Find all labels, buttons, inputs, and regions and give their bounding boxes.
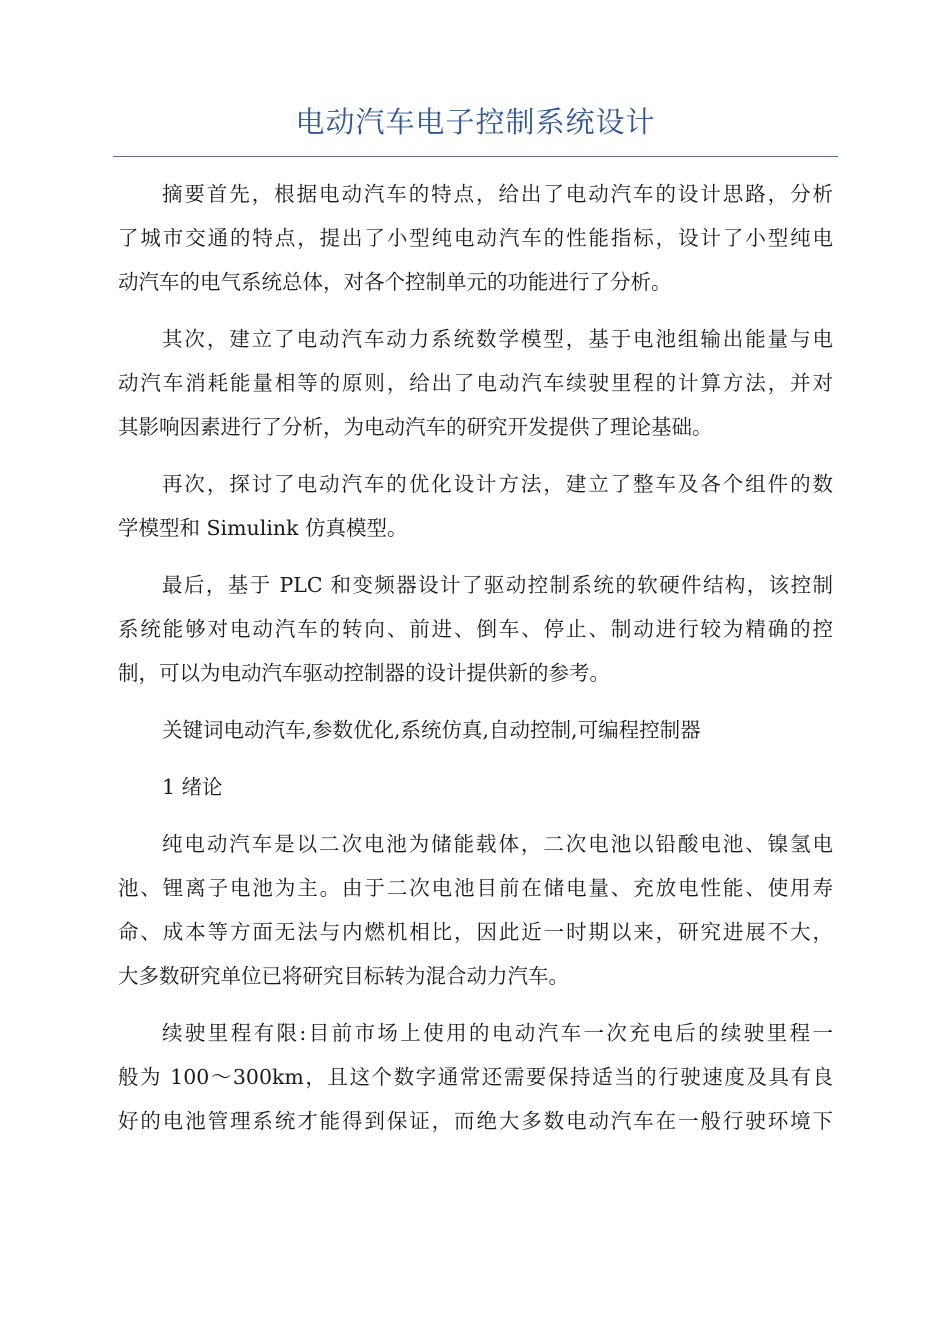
text-line: 摘要首先，根据电动汽车的特点，给出了电动汽车的设计思路，分析 bbox=[162, 182, 833, 206]
text-line: 其影响因素进行了分析，为电动汽车的研究开发提供了理论基础。 bbox=[118, 415, 713, 439]
text-line: 续驶里程有限:目前市场上使用的电动汽车一次充电后的续驶里程一 bbox=[162, 1021, 833, 1045]
document-title: 电动汽车电子控制系统设计 bbox=[295, 105, 656, 139]
text-line: 学模型和 Simulink 仿真模型。 bbox=[118, 516, 408, 540]
text-line: 最后，基于 PLC 和变频器设计了驱动控制系统的软硬件结构，该控制 bbox=[162, 573, 833, 597]
text-line: 系统能够对电动汽车的转向、前进、倒车、停止、制动进行较为精确的控 bbox=[118, 617, 833, 641]
text-line: 动汽车消耗能量相等的原则，给出了电动汽车续驶里程的计算方法，并对 bbox=[118, 371, 833, 395]
text-line: 纯电动汽车是以二次电池为储能载体，二次电池以铅酸电池、镍氢电 bbox=[162, 832, 833, 856]
section-heading bbox=[118, 765, 833, 809]
text-line: 好的电池管理系统才能得到保证，而绝大多数电动汽车在一般行驶环境下 bbox=[118, 1109, 833, 1133]
title-divider bbox=[113, 156, 838, 157]
paragraph-abstract-second bbox=[118, 317, 833, 449]
document-body bbox=[118, 172, 833, 1156]
text-line: 池、锂离子电池为主。由于二次电池目前在储电量、充放电性能、使用寿 bbox=[118, 876, 833, 900]
text-line: 制，可以为电动汽车驱动控制器的设计提供新的参考。 bbox=[118, 661, 610, 685]
paragraph-abstract-intro bbox=[118, 172, 833, 304]
paragraph-intro-battery bbox=[118, 822, 833, 998]
paragraph-keywords bbox=[118, 708, 833, 752]
keywords-line: 关键词电动汽车,参数优化,系统仿真,自动控制,可编程控制器 bbox=[162, 718, 701, 742]
text-line: 命、成本等方面无法与内燃机相比，因此近一时期以来，研究进展不大， bbox=[118, 920, 833, 944]
text-line: 其次，建立了电动汽车动力系统数学模型，基于电池组输出能量与电 bbox=[162, 327, 833, 351]
heading-introduction: 1 绪论 bbox=[162, 775, 223, 799]
paragraph-abstract-final bbox=[118, 563, 833, 695]
text-line: 般为 100～300km，且这个数字通常还需要保持适当的行驶速度及具有良 bbox=[118, 1065, 833, 1089]
text-line: 再次，探讨了电动汽车的优化设计方法，建立了整车及各个组件的数 bbox=[162, 472, 833, 496]
paragraph-abstract-third bbox=[118, 462, 833, 550]
text-line: 大多数研究单位已将研究目标转为混合动力汽车。 bbox=[118, 964, 569, 988]
text-line: 了城市交通的特点，提出了小型纯电动汽车的性能指标，设计了小型纯电 bbox=[118, 226, 833, 250]
text-line: 动汽车的电气系统总体，对各个控制单元的功能进行了分析。 bbox=[118, 270, 672, 294]
paragraph-range bbox=[118, 1011, 833, 1143]
